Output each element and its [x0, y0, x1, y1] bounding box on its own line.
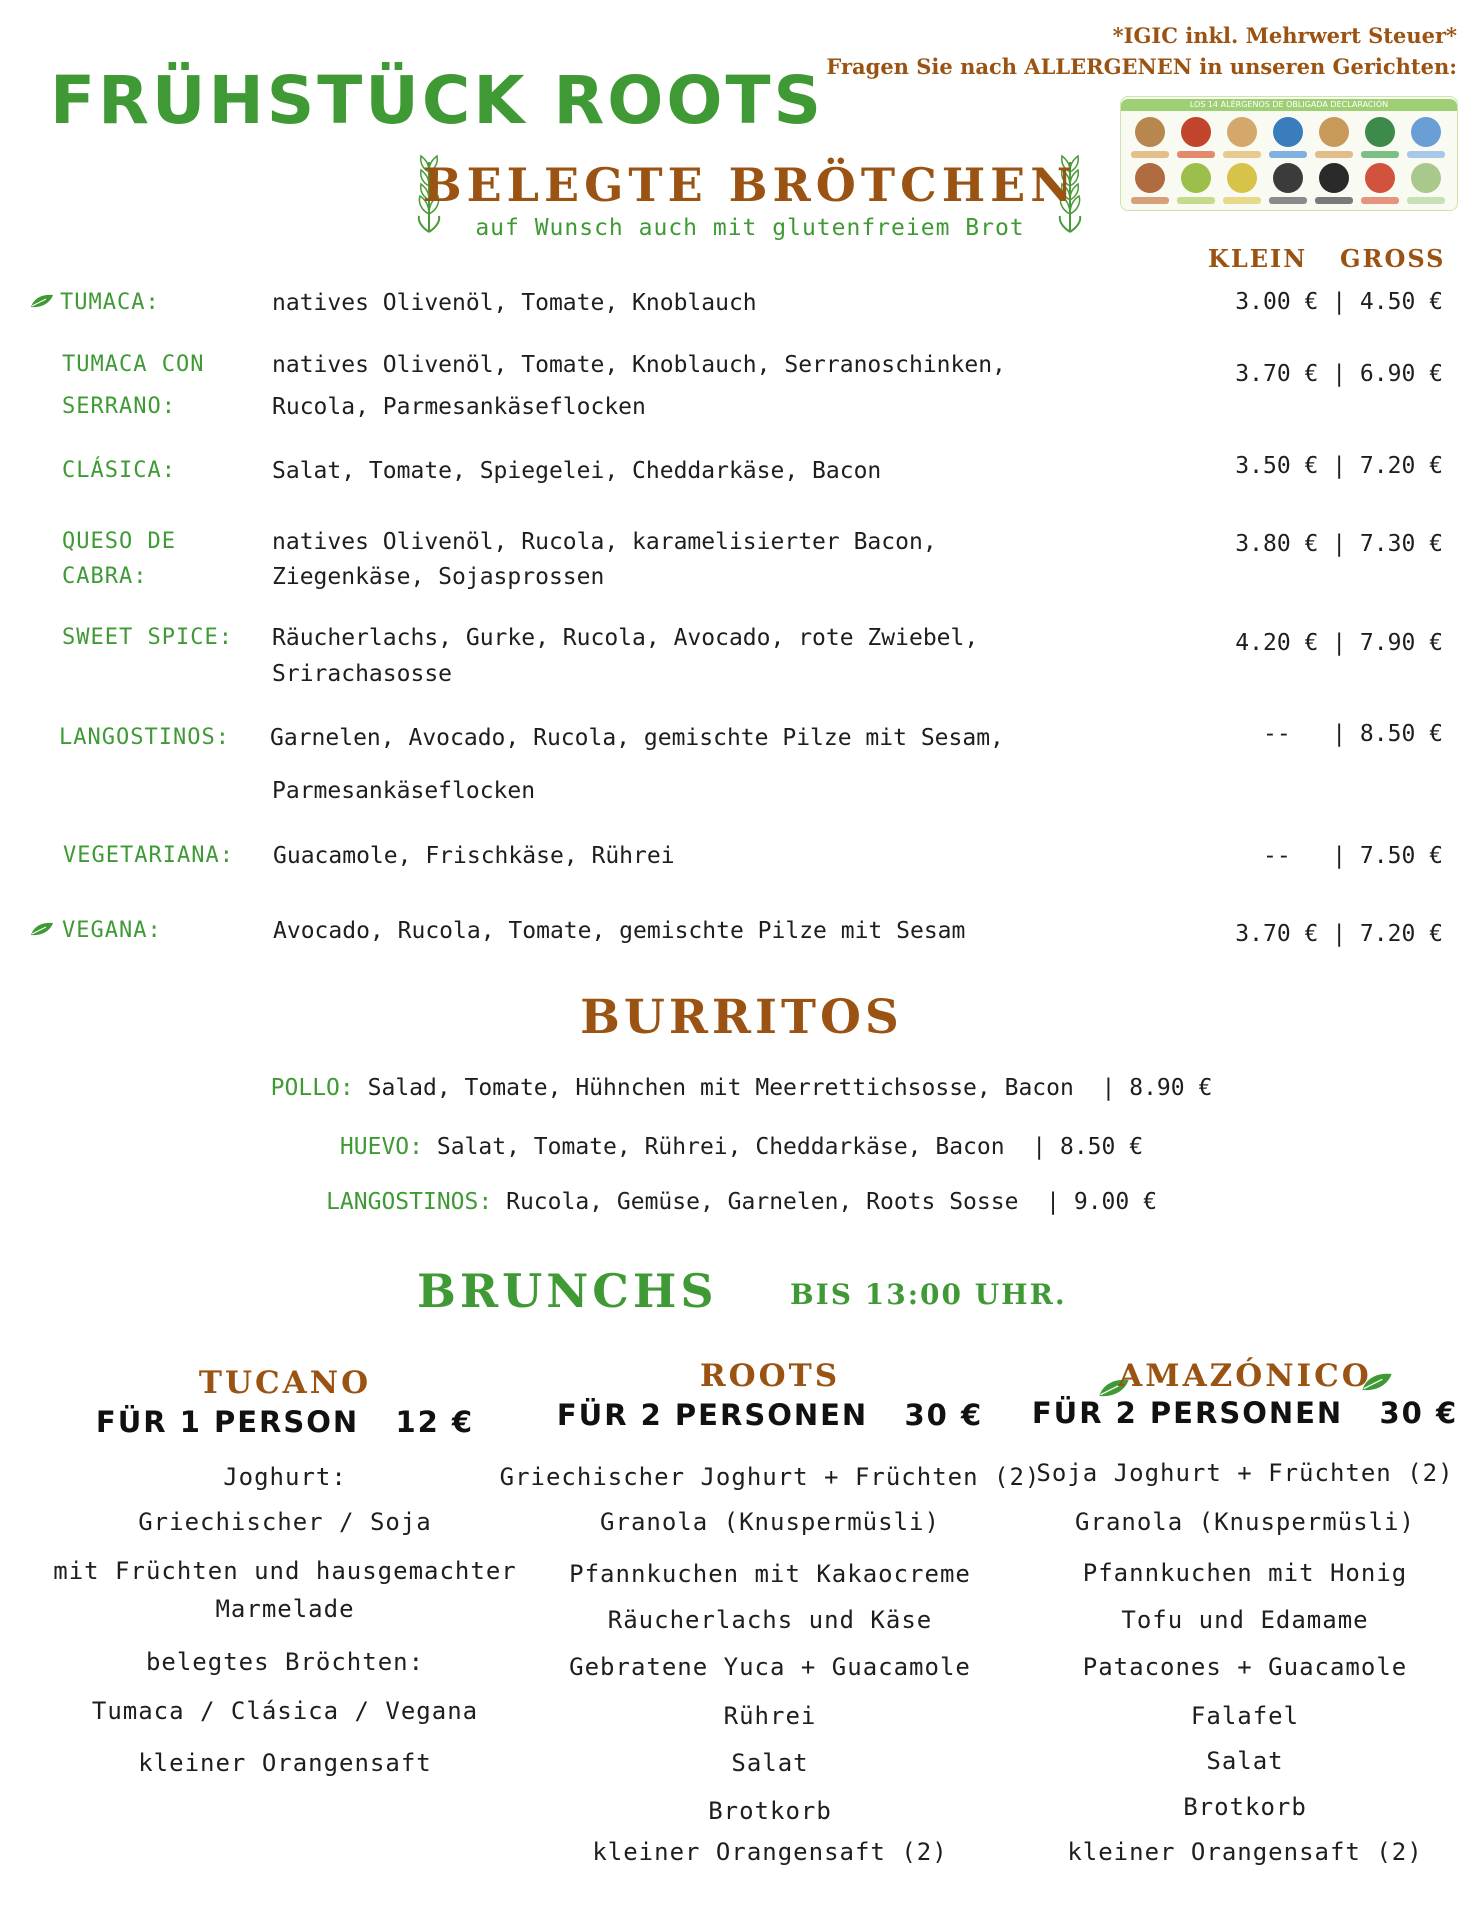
allergen-icon — [1411, 117, 1441, 147]
brunch-item: Pfannkuchen mit Honig — [1082, 1559, 1408, 1587]
sandwich-name: TUMACA: — [60, 290, 160, 315]
burrito-name: LANGOSTINOS: — [326, 1189, 493, 1215]
allergen-label — [1407, 197, 1445, 204]
brunch-item: kleiner Orangensaft (2) — [1067, 1838, 1423, 1866]
allergen-icon — [1319, 117, 1349, 147]
burrito-name: POLLO: — [270, 1075, 354, 1101]
brunch-item: Joghurt: — [223, 1463, 347, 1491]
sandwich-description: Guacamole, Frischkäse, Rührei — [273, 843, 675, 869]
brunch-item: Patacones + Guacamole — [1082, 1653, 1408, 1681]
leaf-icon — [30, 294, 54, 308]
brunch-item: Brotkorb — [708, 1797, 832, 1825]
section-title-burritos: BURRITOS — [580, 990, 903, 1045]
allergen-label — [1407, 151, 1445, 158]
burrito-item — [0, 1075, 1483, 1101]
sandwich-price: 4.20 € | 7.90 € — [1235, 630, 1443, 656]
allergen-card-title: LOS 14 ALÉRGENOS DE OBLIGADA DECLARACIÓN — [1121, 99, 1457, 111]
allergen-label — [1361, 151, 1399, 158]
allergen-icon — [1181, 163, 1211, 193]
brunch-persons-price: FÜR 1 PERSON 12 € — [95, 1405, 475, 1439]
burrito-price: | 9.00 € — [1046, 1189, 1157, 1215]
brunch-persons-price: FÜR 2 PERSONEN 30 € — [556, 1398, 984, 1432]
sandwich-name: VEGANA: — [62, 918, 162, 943]
column-header-small: KLEIN — [1208, 244, 1308, 273]
allergen-icon — [1411, 163, 1441, 193]
sandwich-name: SWEET SPICE: — [62, 625, 233, 650]
allergen-icon — [1135, 117, 1165, 147]
brunch-item: Granola (Knuspermüsli) — [1075, 1508, 1415, 1536]
allergen-icon — [1135, 163, 1165, 193]
brunch-item: Tumaca / Clásica / Vegana — [91, 1697, 479, 1725]
brunch-item: Falafel — [1190, 1702, 1300, 1730]
brunch-persons-price: FÜR 2 PERSONEN 30 € — [1031, 1396, 1459, 1430]
sandwich-description: natives Olivenöl, Rucola, karamelisierter Bacon, — [272, 529, 937, 555]
sandwich-name: TUMACA CON — [62, 352, 205, 377]
brunch-item: Griechischer Joghurt + Früchten (2) — [499, 1463, 1041, 1491]
allergen-icon — [1227, 117, 1257, 147]
brunch-item: Brotkorb — [1183, 1793, 1307, 1821]
section-title-brunchs: BRUNCHS — [417, 1264, 718, 1318]
allergen-icon — [1365, 163, 1395, 193]
brunch-item: belegtes Bröchten: — [145, 1648, 425, 1676]
burrito-price: | 8.90 € — [1101, 1075, 1213, 1101]
allergen-notice — [826, 20, 1457, 82]
sandwich-description-line2: Srirachasosse — [272, 661, 453, 687]
burrito-item — [0, 1134, 1483, 1160]
section-subtitle-gluten-free: auf Wunsch auch mit glutenfreiem Brot — [475, 215, 1025, 241]
sandwich-name: LANGOSTINOS: — [59, 725, 230, 750]
burrito-description: Salat, Tomate, Rührei, Cheddarkäse, Bacon — [436, 1134, 1005, 1160]
allergen-label — [1315, 151, 1353, 158]
brunch-item: Soja Joghurt + Früchten (2) — [1036, 1459, 1454, 1487]
allergen-note: Fragen Sie nach ALLERGENEN in unseren Gerichten: — [826, 54, 1457, 79]
tax-note: *IGIC inkl. Mehrwert Steuer* — [1112, 23, 1457, 48]
brunch-item: kleiner Orangensaft — [138, 1749, 432, 1777]
brunch-column-tucano — [30, 1365, 540, 1785]
column-header-large: GROSS — [1340, 244, 1446, 273]
sandwich-description-line2: Ziegenkäse, Sojasprossen — [272, 564, 605, 590]
sandwich-price: -- | 7.50 € — [1262, 843, 1443, 869]
burrito-price: | 8.50 € — [1032, 1134, 1144, 1160]
brunch-time-note: BIS 13:00 UHR. — [790, 1278, 1067, 1311]
sandwich-name-line2: CABRA: — [62, 564, 148, 589]
allergen-label — [1177, 197, 1215, 204]
allergen-icon — [1319, 163, 1349, 193]
brunch-column-amazonico — [1010, 1358, 1480, 1878]
allergen-icon — [1181, 117, 1211, 147]
brunch-item: Marmelade — [215, 1595, 355, 1623]
sandwich-price: 3.70 € | 6.90 € — [1235, 361, 1443, 387]
brunch-item: Salat — [1206, 1747, 1284, 1775]
sandwich-description-line2: Parmesankäseflocken — [272, 778, 536, 804]
section-title-sandwiches: BELEGTE BRÖTCHEN — [422, 158, 1078, 212]
page-title: FRÜHSTÜCK ROOTS — [50, 62, 825, 139]
sandwich-name: QUESO DE — [62, 529, 176, 554]
allergen-label — [1269, 151, 1307, 158]
allergen-label — [1315, 197, 1353, 204]
sandwich-price: 3.80 € | 7.30 € — [1235, 531, 1443, 557]
allergen-icon — [1273, 163, 1303, 193]
brunch-column-roots — [480, 1358, 1060, 1878]
burrito-description: Rucola, Gemüse, Garnelen, Roots Sosse — [506, 1189, 1019, 1215]
leaf-icon — [30, 922, 54, 936]
allergen-icon — [1273, 117, 1303, 147]
allergen-label — [1177, 151, 1215, 158]
brunch-item: Tofu und Edamame — [1121, 1606, 1369, 1634]
burrito-description: Salad, Tomate, Hühnchen mit Meerrettichsosse, Bacon — [367, 1075, 1074, 1101]
brunch-name: AMAZÓNICO — [1118, 1358, 1372, 1394]
brunch-name: ROOTS — [699, 1358, 841, 1394]
brunch-item: Pfannkuchen mit Kakaocreme — [569, 1560, 971, 1588]
allergen-label — [1223, 151, 1261, 158]
sandwich-description: Räucherlachs, Gurke, Rucola, Avocado, rote Zwiebel, — [272, 625, 979, 651]
allergen-label — [1269, 197, 1307, 204]
sandwich-price: 3.70 € | 7.20 € — [1235, 921, 1443, 947]
sandwich-name-line2: SERRANO: — [62, 394, 176, 419]
sandwich-name: VEGETARIANA: — [63, 843, 234, 868]
brunch-item: mit Früchten und hausgemachter — [53, 1557, 517, 1585]
sandwich-description: Avocado, Rucola, Tomate, gemischte Pilze mit Sesam — [273, 918, 966, 944]
burrito-name: HUEVO: — [339, 1134, 423, 1160]
allergen-label — [1223, 197, 1261, 204]
allergen-icon — [1365, 117, 1395, 147]
allergen-label — [1131, 197, 1169, 204]
brunch-item: Granola (Knuspermüsli) — [600, 1508, 940, 1536]
brunch-item: Griechischer / Soja — [138, 1508, 432, 1536]
allergen-label — [1131, 151, 1169, 158]
sandwich-description: Garnelen, Avocado, Rucola, gemischte Pilze mit Sesam, — [270, 725, 1004, 751]
allergen-label — [1361, 197, 1399, 204]
sandwich-description: Salat, Tomate, Spiegelei, Cheddarkäse, Bacon — [272, 458, 882, 484]
sandwich-description: natives Olivenöl, Tomate, Knoblauch — [272, 290, 757, 316]
brunch-item: Salat — [731, 1749, 809, 1777]
brunch-item: Räucherlachs und Käse — [607, 1606, 933, 1634]
burrito-item — [0, 1189, 1483, 1215]
sandwich-price: 3.00 € | 4.50 € — [1235, 289, 1443, 315]
brunch-item: kleiner Orangensaft (2) — [592, 1838, 948, 1866]
sandwich-price: -- | 8.50 € — [1262, 721, 1443, 747]
brunch-item: Rührei — [723, 1702, 817, 1730]
allergen-chart — [1120, 96, 1458, 211]
allergen-icon — [1227, 163, 1257, 193]
sandwich-name: CLÁSICA: — [62, 458, 176, 483]
sandwich-price: 3.50 € | 7.20 € — [1235, 453, 1443, 479]
brunch-name: TUCANO — [198, 1365, 372, 1401]
sandwich-description: natives Olivenöl, Tomate, Knoblauch, Serranoschinken, — [272, 352, 1006, 378]
brunch-item: Gebratene Yuca + Guacamole — [569, 1653, 971, 1681]
sandwich-description-line2: Rucola, Parmesankäseflocken — [272, 394, 646, 420]
